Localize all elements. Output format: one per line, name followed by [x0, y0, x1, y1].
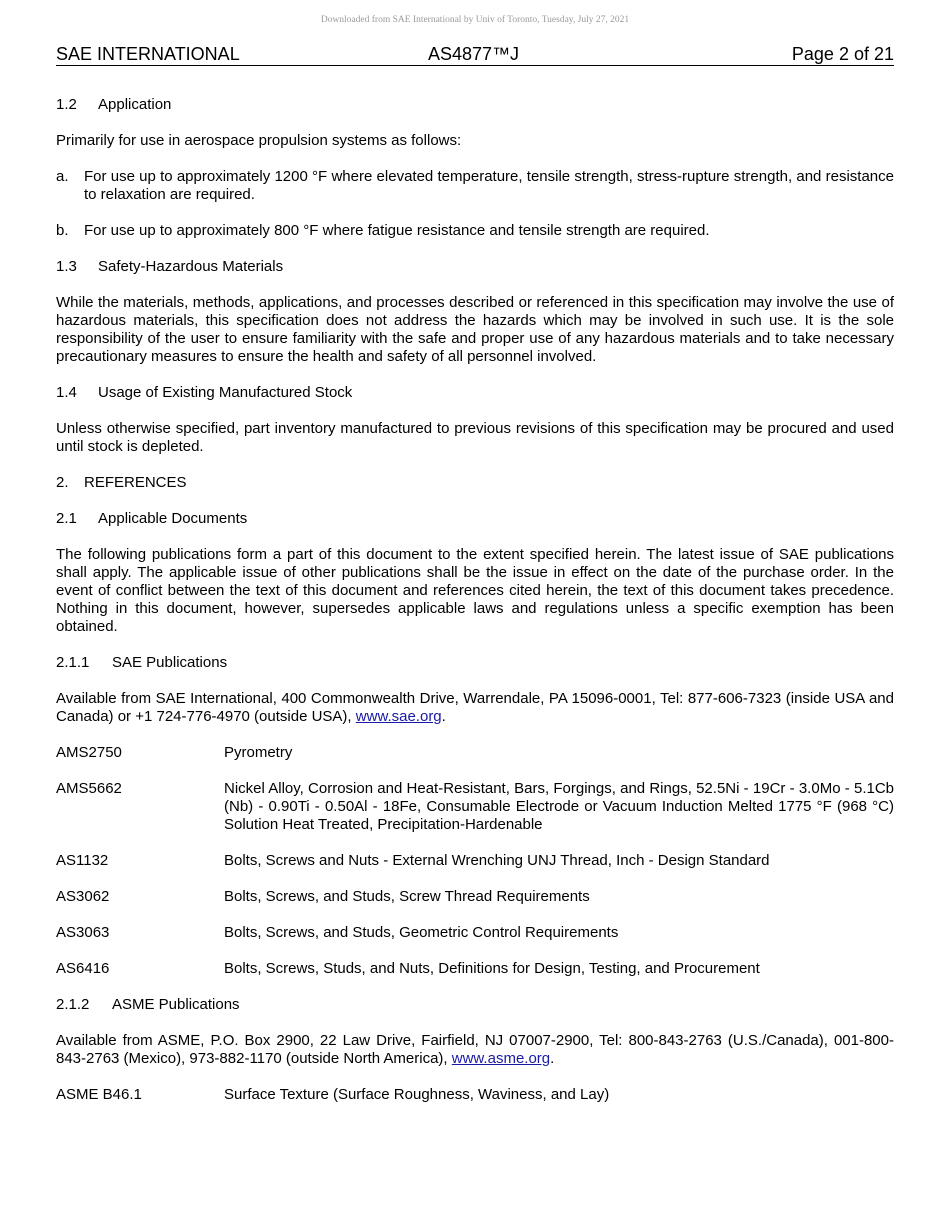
reference-title: Bolts, Screws, Studs, and Nuts, Definitions for Design, Testing, and Procurement	[224, 960, 760, 977]
header-org: SAE INTERNATIONAL	[56, 44, 240, 64]
page-header	[56, 43, 894, 66]
application-intro: Primarily for use in aerospace propulsion systems as follows:	[56, 132, 462, 149]
list-item	[56, 168, 894, 204]
reference-code: ASME B46.1	[56, 1086, 142, 1103]
section-number: 2.	[56, 474, 69, 491]
reference-entry	[56, 924, 894, 942]
download-watermark: Downloaded from SAE International by Univ of Toronto, Tuesday, July 27, 2021	[320, 15, 630, 25]
section-number: 2.1.1	[56, 654, 90, 671]
list-text: For use up to approximately 1200 °F where elevated temperature, tensile strength, stress-rupture strength, and resistance to relaxation are required.	[84, 168, 894, 203]
reference-entry	[56, 888, 894, 906]
section-title: SAE Publications	[112, 654, 228, 671]
sae-website-link[interactable]: www.sae.org	[355, 708, 442, 725]
section-number: 2.1	[56, 510, 77, 527]
safety-paragraph: While the materials, methods, applications, and processes described or referenced in this specification may involve the use of hazardous materials, this specification does not address the hazards which may be involved in such use. It is the sole responsibility of the user to ensure familiarity with the safe and proper use of any hazardous materials and to take necessary precautionary measures to ensure the health and safety of all personnel involved.	[56, 294, 894, 365]
section-heading-2-1-2	[56, 996, 894, 1014]
section-heading-2	[56, 474, 894, 492]
period: .	[550, 1050, 555, 1067]
header-page-number: Page 2 of 21	[791, 44, 894, 64]
asme-website-link[interactable]: www.asme.org	[451, 1050, 551, 1067]
list-text: For use up to approximately 800 °F where fatigue resistance and tensile strength are required.	[84, 222, 710, 239]
reference-title: Surface Texture (Surface Roughness, Waviness, and Lay)	[224, 1086, 610, 1103]
list-marker: a.	[56, 168, 69, 185]
section-number: 2.1.2	[56, 996, 90, 1013]
section-heading-1-2	[56, 96, 894, 114]
reference-code: AMS2750	[56, 744, 122, 761]
section-heading-2-1	[56, 510, 894, 528]
period: .	[441, 708, 446, 725]
reference-entry	[56, 1086, 894, 1104]
section-title: Applicable Documents	[98, 510, 248, 527]
reference-code: AS3063	[56, 924, 110, 941]
reference-code: AMS5662	[56, 780, 122, 797]
sae-availability-paragraph	[56, 690, 894, 726]
list-marker: b.	[56, 222, 69, 239]
section-number: 1.3	[56, 258, 77, 275]
reference-entry	[56, 852, 894, 870]
reference-entry	[56, 960, 894, 978]
section-heading-1-3	[56, 258, 894, 276]
section-title: Application	[98, 96, 172, 113]
reference-title: Pyrometry	[224, 744, 293, 761]
reference-code: AS6416	[56, 960, 110, 977]
availability-text: Available from ASME, P.O. Box 2900, 22 Law Drive, Fairfield, NJ 07007-2900, Tel: 800-843-2763 (U.S./Canada), 001-800-843-2763 (Mexico), 973-882-1170 (outside North America),	[56, 1032, 894, 1067]
reference-code: AS1132	[56, 852, 109, 869]
section-title: REFERENCES	[84, 474, 187, 491]
availability-text: Available from SAE International, 400 Commonwealth Drive, Warrendale, PA 15096-0001, Tel: 877-606-7323 (inside USA and Canada) or +1 724-776-4970 (outside USA),	[56, 690, 894, 725]
reference-code: AS3062	[56, 888, 110, 905]
document-body	[56, 96, 894, 1122]
section-title: Usage of Existing Manufactured Stock	[98, 384, 353, 401]
reference-title: Bolts, Screws and Nuts - External Wrenching UNJ Thread, Inch - Design Standard	[224, 852, 770, 869]
section-number: 1.2	[56, 96, 77, 113]
reference-entry	[56, 744, 894, 762]
section-heading-1-4	[56, 384, 894, 402]
section-heading-2-1-1	[56, 654, 894, 672]
header-doc-id: AS4877™J	[428, 44, 520, 64]
applicable-documents-paragraph: The following publications form a part of this document to the extent specified herein. The latest issue of SAE publications shall apply. The applicable issue of other publications shall be the issue in effect on the date of the purchase order. In the event of conflict between the text of this document and references cited herein, the text of this document takes precedence. Nothing in this document, however, supersedes applicable laws and regulations unless a specific exemption has been obtained.	[56, 546, 894, 635]
stock-usage-paragraph: Unless otherwise specified, part inventory manufactured to previous revisions of this specification may be procured and used until stock is depleted.	[56, 420, 894, 455]
list-item	[56, 222, 894, 240]
reference-entry	[56, 780, 894, 834]
section-number: 1.4	[56, 384, 77, 401]
section-title: Safety-Hazardous Materials	[98, 258, 284, 275]
reference-title: Nickel Alloy, Corrosion and Heat-Resistant, Bars, Forgings, and Rings, 52.5Ni - 19Cr - 3.0Mo - 5.1Cb (Nb) - 0.90Ti - 0.50Al - 18Fe, Consumable Electrode or Vacuum Induction Melted 1775 °F (968 °C) Solution Heat Treated, Precipitation-Hardenable	[224, 780, 894, 833]
reference-title: Bolts, Screws, and Studs, Geometric Control Requirements	[224, 924, 619, 941]
reference-title: Bolts, Screws, and Studs, Screw Thread Requirements	[224, 888, 590, 905]
asme-availability-paragraph	[56, 1032, 894, 1068]
section-title: ASME Publications	[112, 996, 240, 1013]
